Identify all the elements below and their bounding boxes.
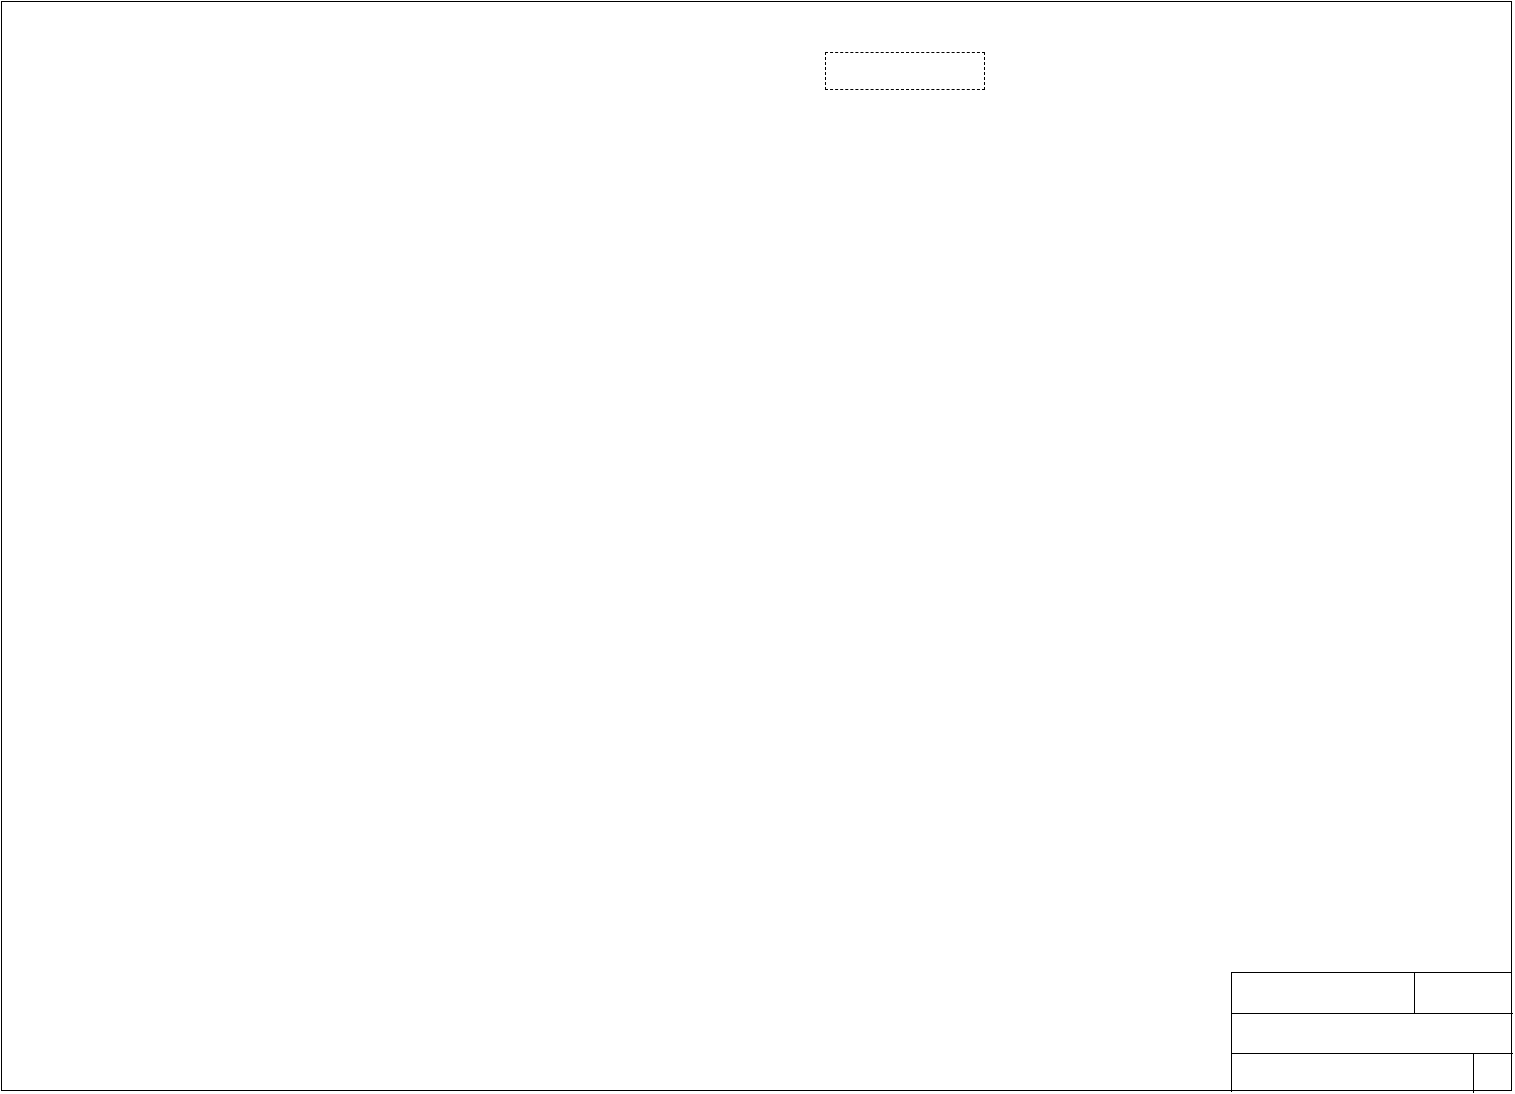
no-connection-box	[825, 52, 985, 90]
title-block	[1231, 972, 1512, 1092]
drawing-sheet	[1, 1, 1512, 1091]
